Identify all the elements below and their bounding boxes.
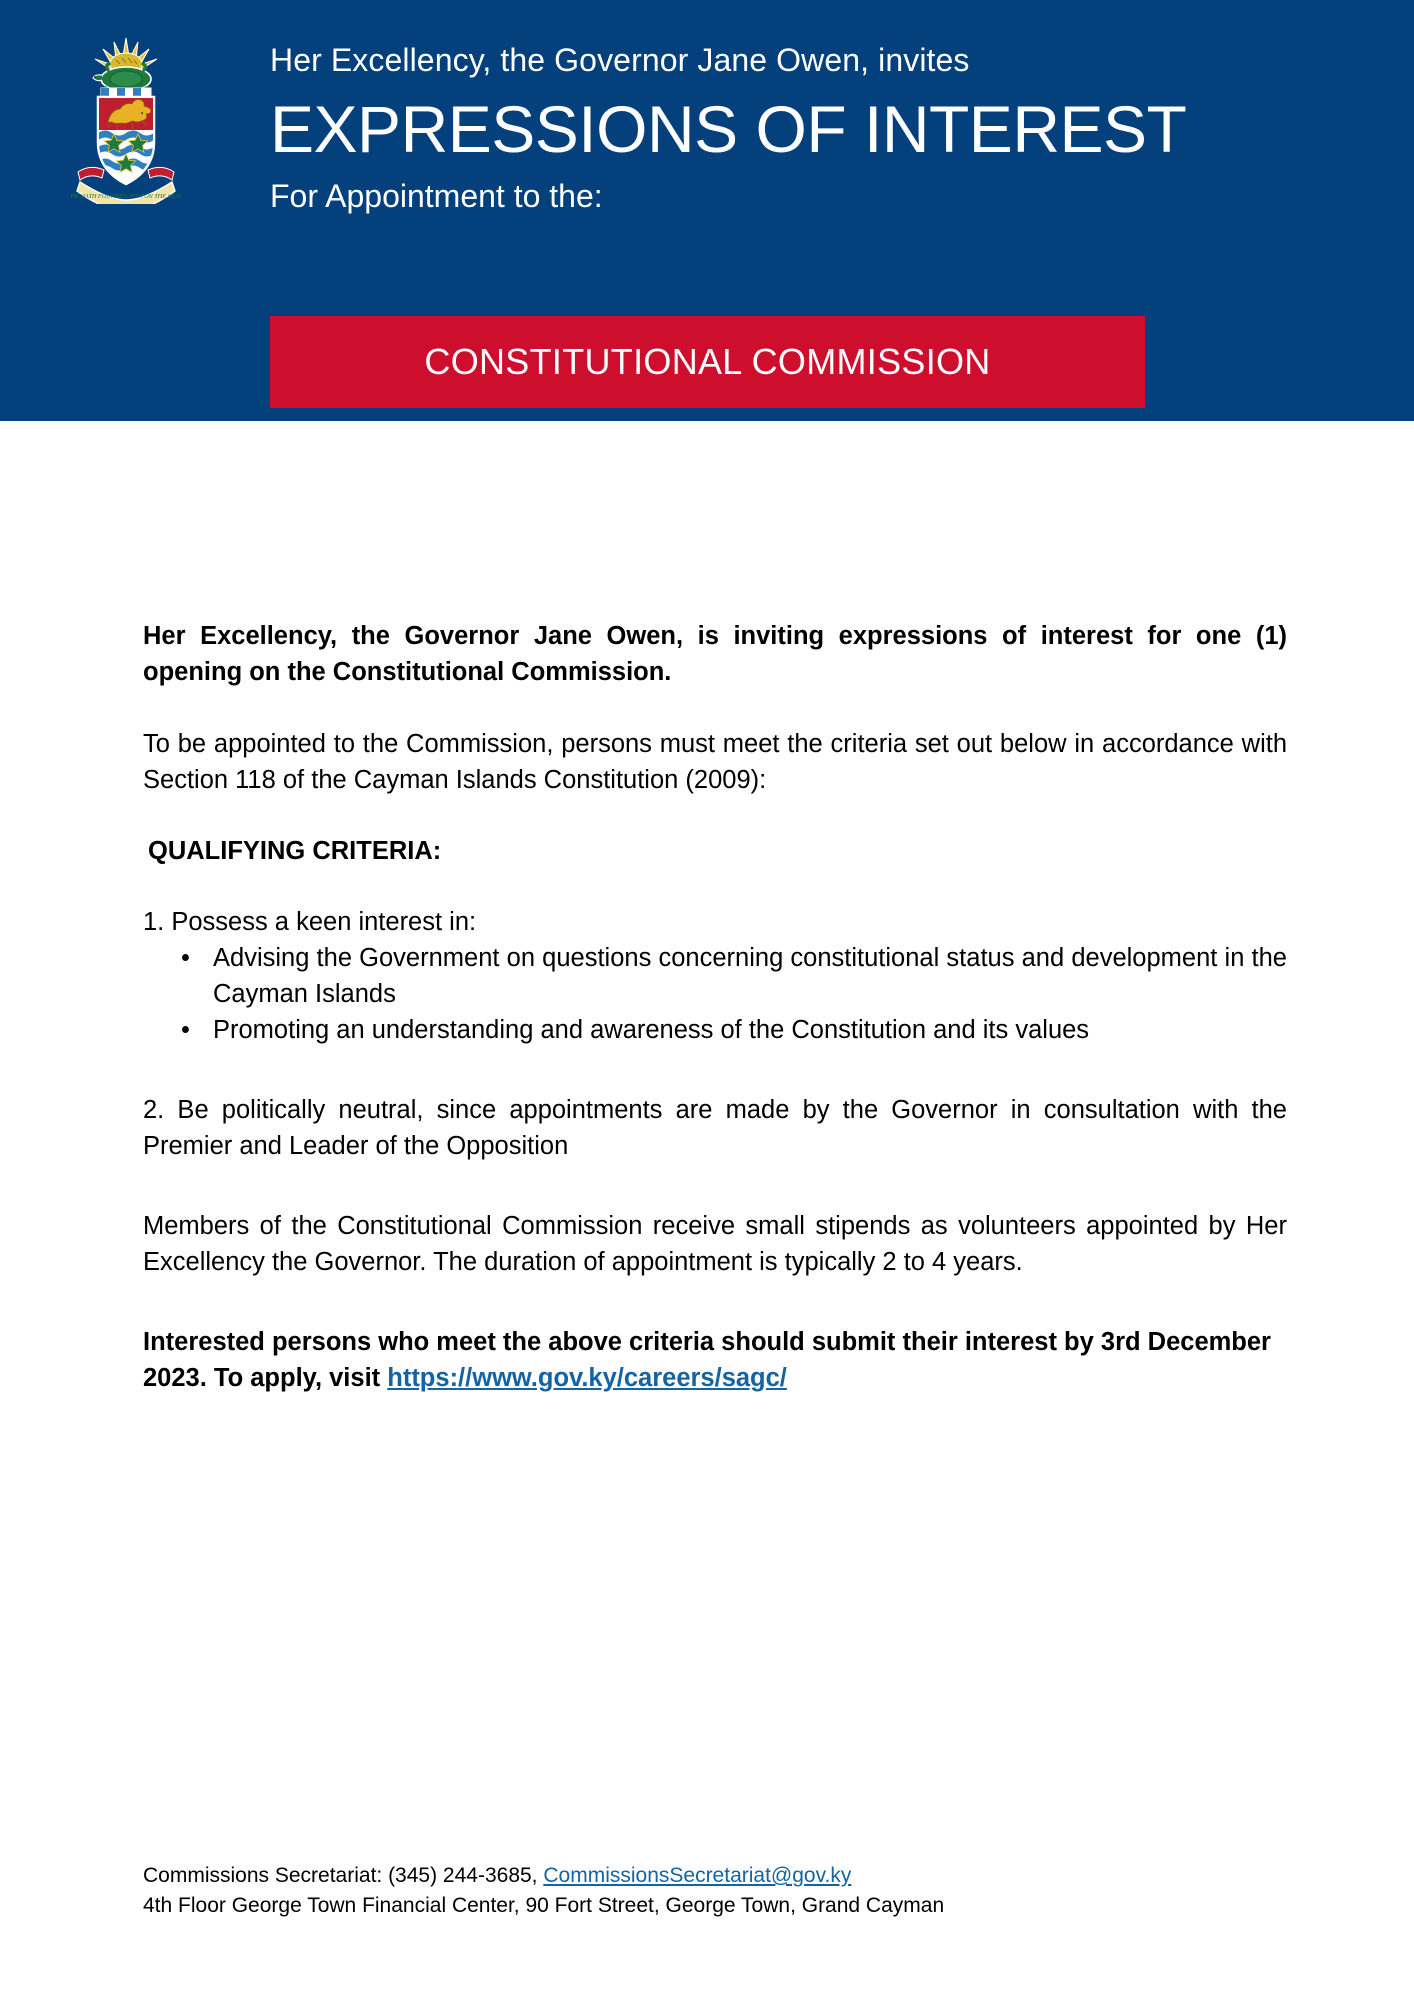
spacer	[143, 1048, 1287, 1092]
header-eyebrow: Her Excellency, the Governor Jane Owen, invites	[270, 42, 970, 78]
footer-contact-line	[143, 1861, 1293, 1891]
spacer	[143, 798, 1287, 834]
criteria-bullet-list	[143, 940, 1287, 1048]
header-banner	[0, 0, 1414, 421]
commission-name-banner	[270, 316, 1145, 408]
footer-address-line: 4th Floor George Town Financial Center, 90 Fort Street, George Town, Grand Cayman	[143, 1894, 945, 1917]
header-subline: For Appointment to the:	[270, 178, 603, 214]
cayman-islands-coat-of-arms-icon	[70, 34, 182, 204]
qualifying-criteria-heading: QUALIFYING CRITERIA:	[148, 837, 442, 865]
criteria-intro-paragraph: To be appointed to the Commission, persons must meet the criteria set out below in accordance with Section 118 of the Cayman Islands Constitution (2009):	[143, 730, 1287, 794]
apply-url-link[interactable]: https://www.gov.ky/careers/sagc/	[387, 1364, 787, 1392]
stipend-paragraph: Members of the Constitutional Commission receive small stipends as volunteers appointed by Her Excellency the Governor. The duration of appointment is typically 2 to 4 years.	[143, 1212, 1287, 1276]
call-to-action-paragraph	[143, 1324, 1287, 1396]
footer-email-link[interactable]: CommissionsSecretariat@gov.ky	[543, 1864, 852, 1887]
list-item: • Advising the Government on questions concerning constitutional status and development in the Cayman Islands	[213, 940, 1287, 1012]
spacer	[143, 868, 1287, 904]
body-content	[143, 618, 1287, 1396]
spacer	[143, 1280, 1287, 1324]
spacer	[143, 1164, 1287, 1208]
commission-name-label: CONSTITUTIONAL COMMISSION	[424, 341, 991, 382]
footer-phone-text: Commissions Secretariat: (345) 244-3685,	[143, 1864, 538, 1887]
criterion-one: 1. Possess a keen interest in:	[143, 908, 477, 936]
spacer	[143, 690, 1287, 726]
page-title: EXPRESSIONS OF INTEREST	[270, 92, 1187, 166]
criterion-two: 2. Be politically neutral, since appointments are made by the Governor in consultation with the Premier and Leader of the Opposition	[143, 1096, 1287, 1160]
call-to-action-text: Interested persons who meet the above criteria should submit their interest by 3rd December 2023. To apply, visit	[143, 1328, 1271, 1392]
header-text-block	[270, 40, 1310, 216]
intro-paragraph: Her Excellency, the Governor Jane Owen, is inviting expressions of interest for one (1) opening on the Constitutional Commission.	[143, 622, 1287, 686]
svg-text:HE HATH FOUNDED IT UPON THE SE: HE HATH FOUNDED IT UPON THE SEAS	[70, 193, 182, 200]
footer	[143, 1861, 1293, 1921]
list-item: • Promoting an understanding and awareness of the Constitution and its values	[213, 1012, 1287, 1048]
